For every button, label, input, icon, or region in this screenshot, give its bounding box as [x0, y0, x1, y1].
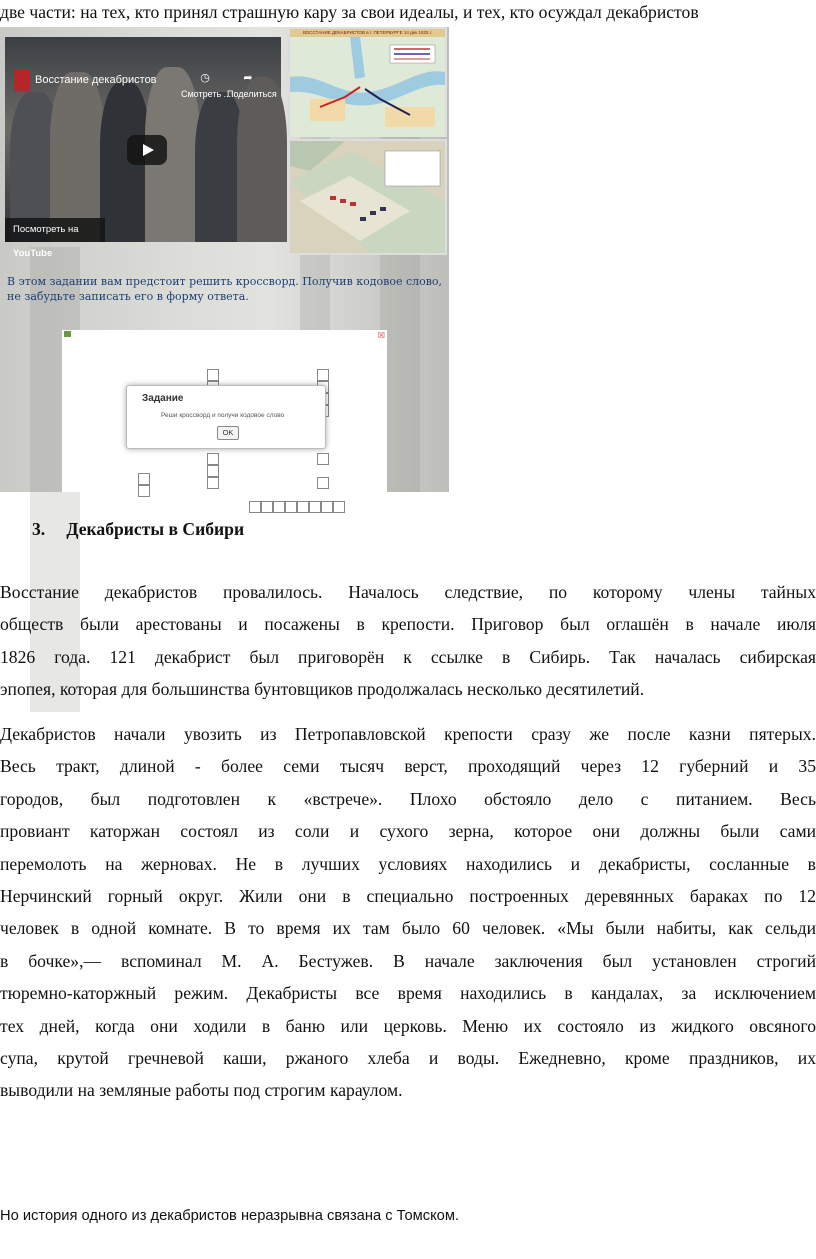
dialog-title: Задание	[142, 393, 184, 404]
map-drawing	[290, 37, 445, 137]
task-text: В этом задании вам предстоит решить кроссворд. Получив кодовое слово, не забудьте записать его в форму ответа.	[7, 275, 443, 303]
paragraph-2	[0, 718, 816, 1107]
paragraph-line: Весь тракт, длиной - более семи тысяч верст, проходящий через 12 губерний и 35	[0, 756, 816, 777]
paragraph-line: 1826 года. 121 декабрист был приговорён к ссылке в Сибирь. Так началась сибирская	[0, 646, 816, 667]
close-icon[interactable]: ☒	[377, 331, 385, 340]
paragraph-line: обществ были арестованы и посажены в крепости. Приговор был оглашён в начале июля	[0, 614, 816, 635]
paragraph-line: тех дней, когда они ходили в баню или церковь. Меню их состояло из жидкого овсяного	[0, 1015, 816, 1036]
section-title: Декабристы в Сибири	[66, 519, 245, 539]
watch-on-youtube-button[interactable]	[5, 218, 105, 259]
youtube-logo: YouTube	[13, 248, 53, 259]
paragraph-line: перемолоть на жерновах. Не в лучших условиях находились и декабристы, сосланные в	[0, 853, 816, 874]
share-icon[interactable]: ➦	[243, 71, 253, 84]
channel-logo	[14, 69, 30, 91]
paragraph-line: человек в одной комнате. В то время их там было 60 человек. «Мы были набиты, как сельди	[0, 918, 816, 939]
paragraph-line: выводили на земляные работы под строгим караулом.	[0, 1080, 403, 1101]
task-dialog	[126, 385, 326, 449]
top-line: две части: на тех, кто принял страшную кару за свои идеалы, и тех, кто осуждал декабристов	[0, 2, 699, 22]
dialog-message: Реши кроссворд и получи кодовое слово	[161, 412, 285, 419]
paragraph-1	[0, 576, 816, 706]
section-number: 3.	[32, 519, 46, 539]
video-player[interactable]	[5, 37, 281, 259]
video-title[interactable]: Восстание декабристов	[35, 74, 157, 86]
map-title: ВОССТАНИЕ ДЕКАБРИСТОВ в г. ПЕТЕРБУРГЕ 14 дек 1825 г.	[290, 29, 445, 37]
paragraph-line: городов, был подготовлен к «встрече». Плохо обстояло дело с питанием. Весь	[0, 788, 816, 809]
crossword-game[interactable]	[62, 330, 387, 492]
paragraph-line: супа, крутой гречневой каши, ржаного хлеба и воды. Ежедневно, кроме праздников, их	[0, 1047, 816, 1068]
section-heading	[32, 519, 244, 540]
paragraph-line: в бочке»,— вспоминал М. А. Бестужев. В начале заключения был установлен строгий	[0, 950, 816, 971]
paragraph-line: провиант каторжан состоял из соли и сухого зерна, которое они должны были сами	[0, 821, 816, 842]
flag-icon	[64, 331, 71, 337]
senate-square-map	[288, 139, 447, 255]
clock-icon[interactable]: ◷	[200, 71, 210, 84]
ok-button[interactable]: OK	[217, 426, 239, 440]
footer-text: Но история одного из декабристов неразрывна связана с Томском.	[0, 1208, 460, 1224]
watch-later-label: Смотреть ...	[181, 89, 232, 99]
paragraph-line: тюремно-каторжный режим. Декабристы все время находились в кандалах, за исключением	[0, 983, 816, 1004]
uprising-map	[288, 27, 447, 137]
paragraph-line: Декабристов начали увозить из Петропавловской крепости сразу же после казни пятерых.	[0, 724, 816, 744]
share-label: Поделиться	[227, 89, 277, 99]
embedded-panel	[0, 27, 449, 492]
play-icon[interactable]	[127, 135, 167, 165]
watch-on-label: Посмотреть на	[13, 224, 79, 235]
paragraph-line: Нерчинский горный округ. Жили они в специально построенных деревянных бараках по 12	[0, 885, 816, 906]
paragraph-line: Восстание декабристов провалилось. Началось следствие, по которому члены тайных	[0, 582, 816, 602]
square-drawing	[290, 141, 445, 253]
paragraph-line: эпопея, которая для большинства бунтовщиков продолжалась несколько десятилетий.	[0, 679, 645, 700]
